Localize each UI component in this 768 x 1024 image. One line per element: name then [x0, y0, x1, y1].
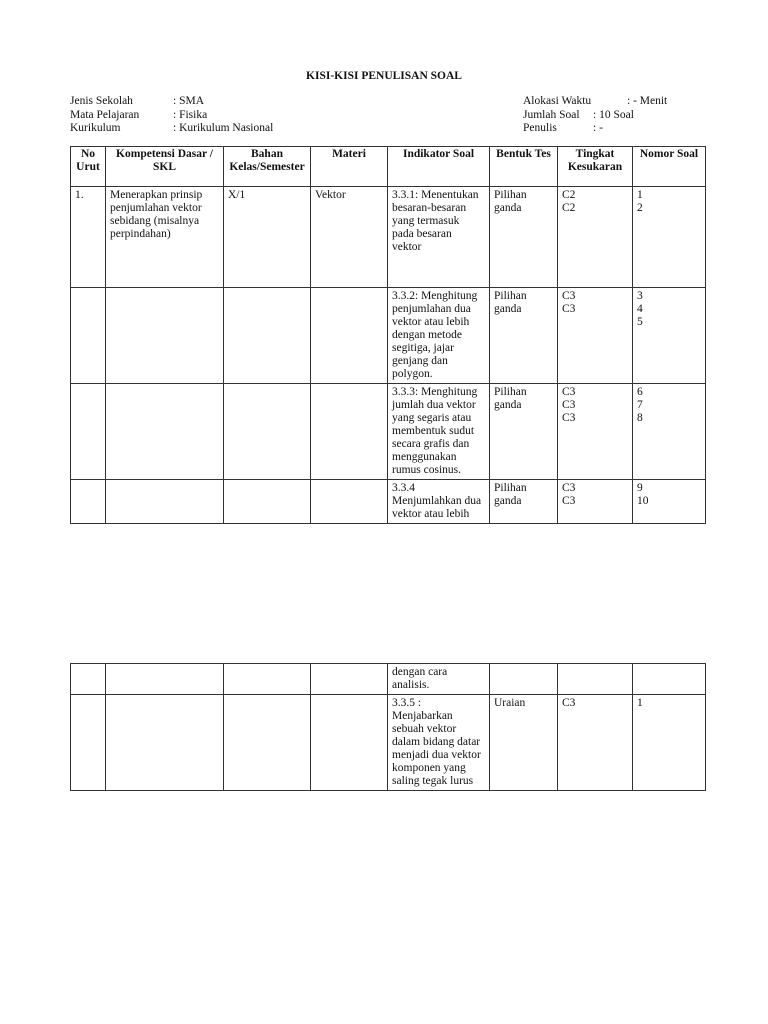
cell-bahan-kelas	[224, 480, 311, 524]
table-row	[71, 695, 706, 791]
info-label: Jenis Sekolah	[70, 95, 133, 107]
cell-no-urut: 1.	[71, 187, 106, 288]
info-label: Penulis	[523, 122, 557, 134]
cell-materi	[311, 384, 388, 480]
cell-tingkat: C3 C3 C3	[558, 384, 633, 480]
cell-indikator: 3.3.1: Menentukan besaran-besaran yang termasuk pada besaran vektor	[388, 187, 490, 288]
info-label: Mata Pelajaran	[70, 108, 140, 121]
exam-grid-table	[70, 146, 706, 524]
cell-kompetensi	[106, 384, 224, 480]
table-row	[71, 480, 706, 524]
info-value: : SMA	[173, 95, 204, 107]
cell-bentuk-tes: Uraian	[490, 695, 558, 791]
cell-bahan-kelas: X/1	[224, 187, 311, 288]
cell-indikator: 3.3.4 Menjumlahkan dua vektor atau lebih	[388, 480, 490, 524]
cell-materi	[311, 695, 388, 791]
cell-no-urut	[71, 480, 106, 524]
cell-bentuk-tes: Pilihan ganda	[490, 384, 558, 480]
header-tingkat-kesukaran: Tingkat Kesukaran	[558, 147, 633, 187]
cell-nomor-soal: 1	[633, 695, 706, 791]
info-value: : - Menit	[627, 95, 668, 107]
cell-nomor-soal	[633, 664, 706, 695]
cell-materi: Vektor	[311, 187, 388, 288]
cell-materi	[311, 664, 388, 695]
header-bahan-kelas: Bahan Kelas/Semester	[224, 147, 311, 187]
info-value: : Kurikulum Nasional	[173, 122, 274, 134]
cell-tingkat	[558, 664, 633, 695]
cell-nomor-soal: 6 7 8	[633, 384, 706, 480]
cell-tingkat: C3 C3	[558, 480, 633, 524]
info-value: : -	[593, 122, 603, 134]
info-label: Kurikulum	[70, 122, 121, 134]
cell-no-urut	[71, 695, 106, 791]
table-row	[71, 187, 706, 288]
cell-nomor-soal: 9 10	[633, 480, 706, 524]
cell-kompetensi	[106, 695, 224, 791]
cell-no-urut	[71, 288, 106, 384]
cell-indikator: dengan cara analisis.	[388, 664, 490, 695]
header-materi: Materi	[311, 147, 388, 187]
info-label: Jumlah Soal	[523, 108, 580, 121]
table-header-row	[71, 147, 706, 187]
header-kompetensi-dasar: Kompetensi Dasar / SKL	[106, 147, 224, 187]
cell-bahan-kelas	[224, 664, 311, 695]
cell-bentuk-tes: Pilihan ganda	[490, 288, 558, 384]
cell-indikator: 3.3.3: Menghitung jumlah dua vektor yang segaris atau membentuk sudut secara grafis dan menggunakan rumus cosinus.	[388, 384, 490, 480]
cell-no-urut	[71, 384, 106, 480]
table-row	[71, 288, 706, 384]
cell-tingkat: C3	[558, 695, 633, 791]
cell-indikator: 3.3.2: Menghitung penjumlahan dua vektor atau lebih dengan metode segitiga, jajar genjang dan polygon.	[388, 288, 490, 384]
table-row	[71, 664, 706, 695]
header-indikator-soal: Indikator Soal	[388, 147, 490, 187]
cell-materi	[311, 480, 388, 524]
table-row	[71, 384, 706, 480]
cell-bentuk-tes: Pilihan ganda	[490, 187, 558, 288]
info-value: : Fisika	[173, 108, 208, 121]
cell-bahan-kelas	[224, 695, 311, 791]
cell-no-urut	[71, 664, 106, 695]
cell-tingkat: C3 C3	[558, 288, 633, 384]
header-nomor-soal: Nomor Soal	[633, 147, 706, 187]
cell-kompetensi	[106, 288, 224, 384]
cell-indikator: 3.3.5 : Menjabarkan sebuah vektor dalam bidang datar menjadi dua vektor komponen yang saling tegak lurus	[388, 695, 490, 791]
document-title: KISI-KISI PENULISAN SOAL	[306, 70, 462, 82]
info-value: : 10 Soal	[593, 108, 634, 121]
cell-kompetensi: Menerapkan prinsip penjumlahan vektor sebidang (misalnya perpindahan)	[106, 187, 224, 288]
exam-grid-table-continued	[70, 663, 706, 791]
header-no-urut: No Urut	[71, 147, 106, 187]
cell-kompetensi	[106, 480, 224, 524]
cell-bahan-kelas	[224, 384, 311, 480]
cell-kompetensi	[106, 664, 224, 695]
cell-bahan-kelas	[224, 288, 311, 384]
cell-bentuk-tes: Pilihan ganda	[490, 480, 558, 524]
cell-nomor-soal: 1 2	[633, 187, 706, 288]
info-label: Alokasi Waktu	[523, 95, 592, 107]
cell-nomor-soal: 3 4 5	[633, 288, 706, 384]
cell-bentuk-tes	[490, 664, 558, 695]
header-bentuk-tes: Bentuk Tes	[490, 147, 558, 187]
cell-tingkat: C2 C2	[558, 187, 633, 288]
cell-materi	[311, 288, 388, 384]
